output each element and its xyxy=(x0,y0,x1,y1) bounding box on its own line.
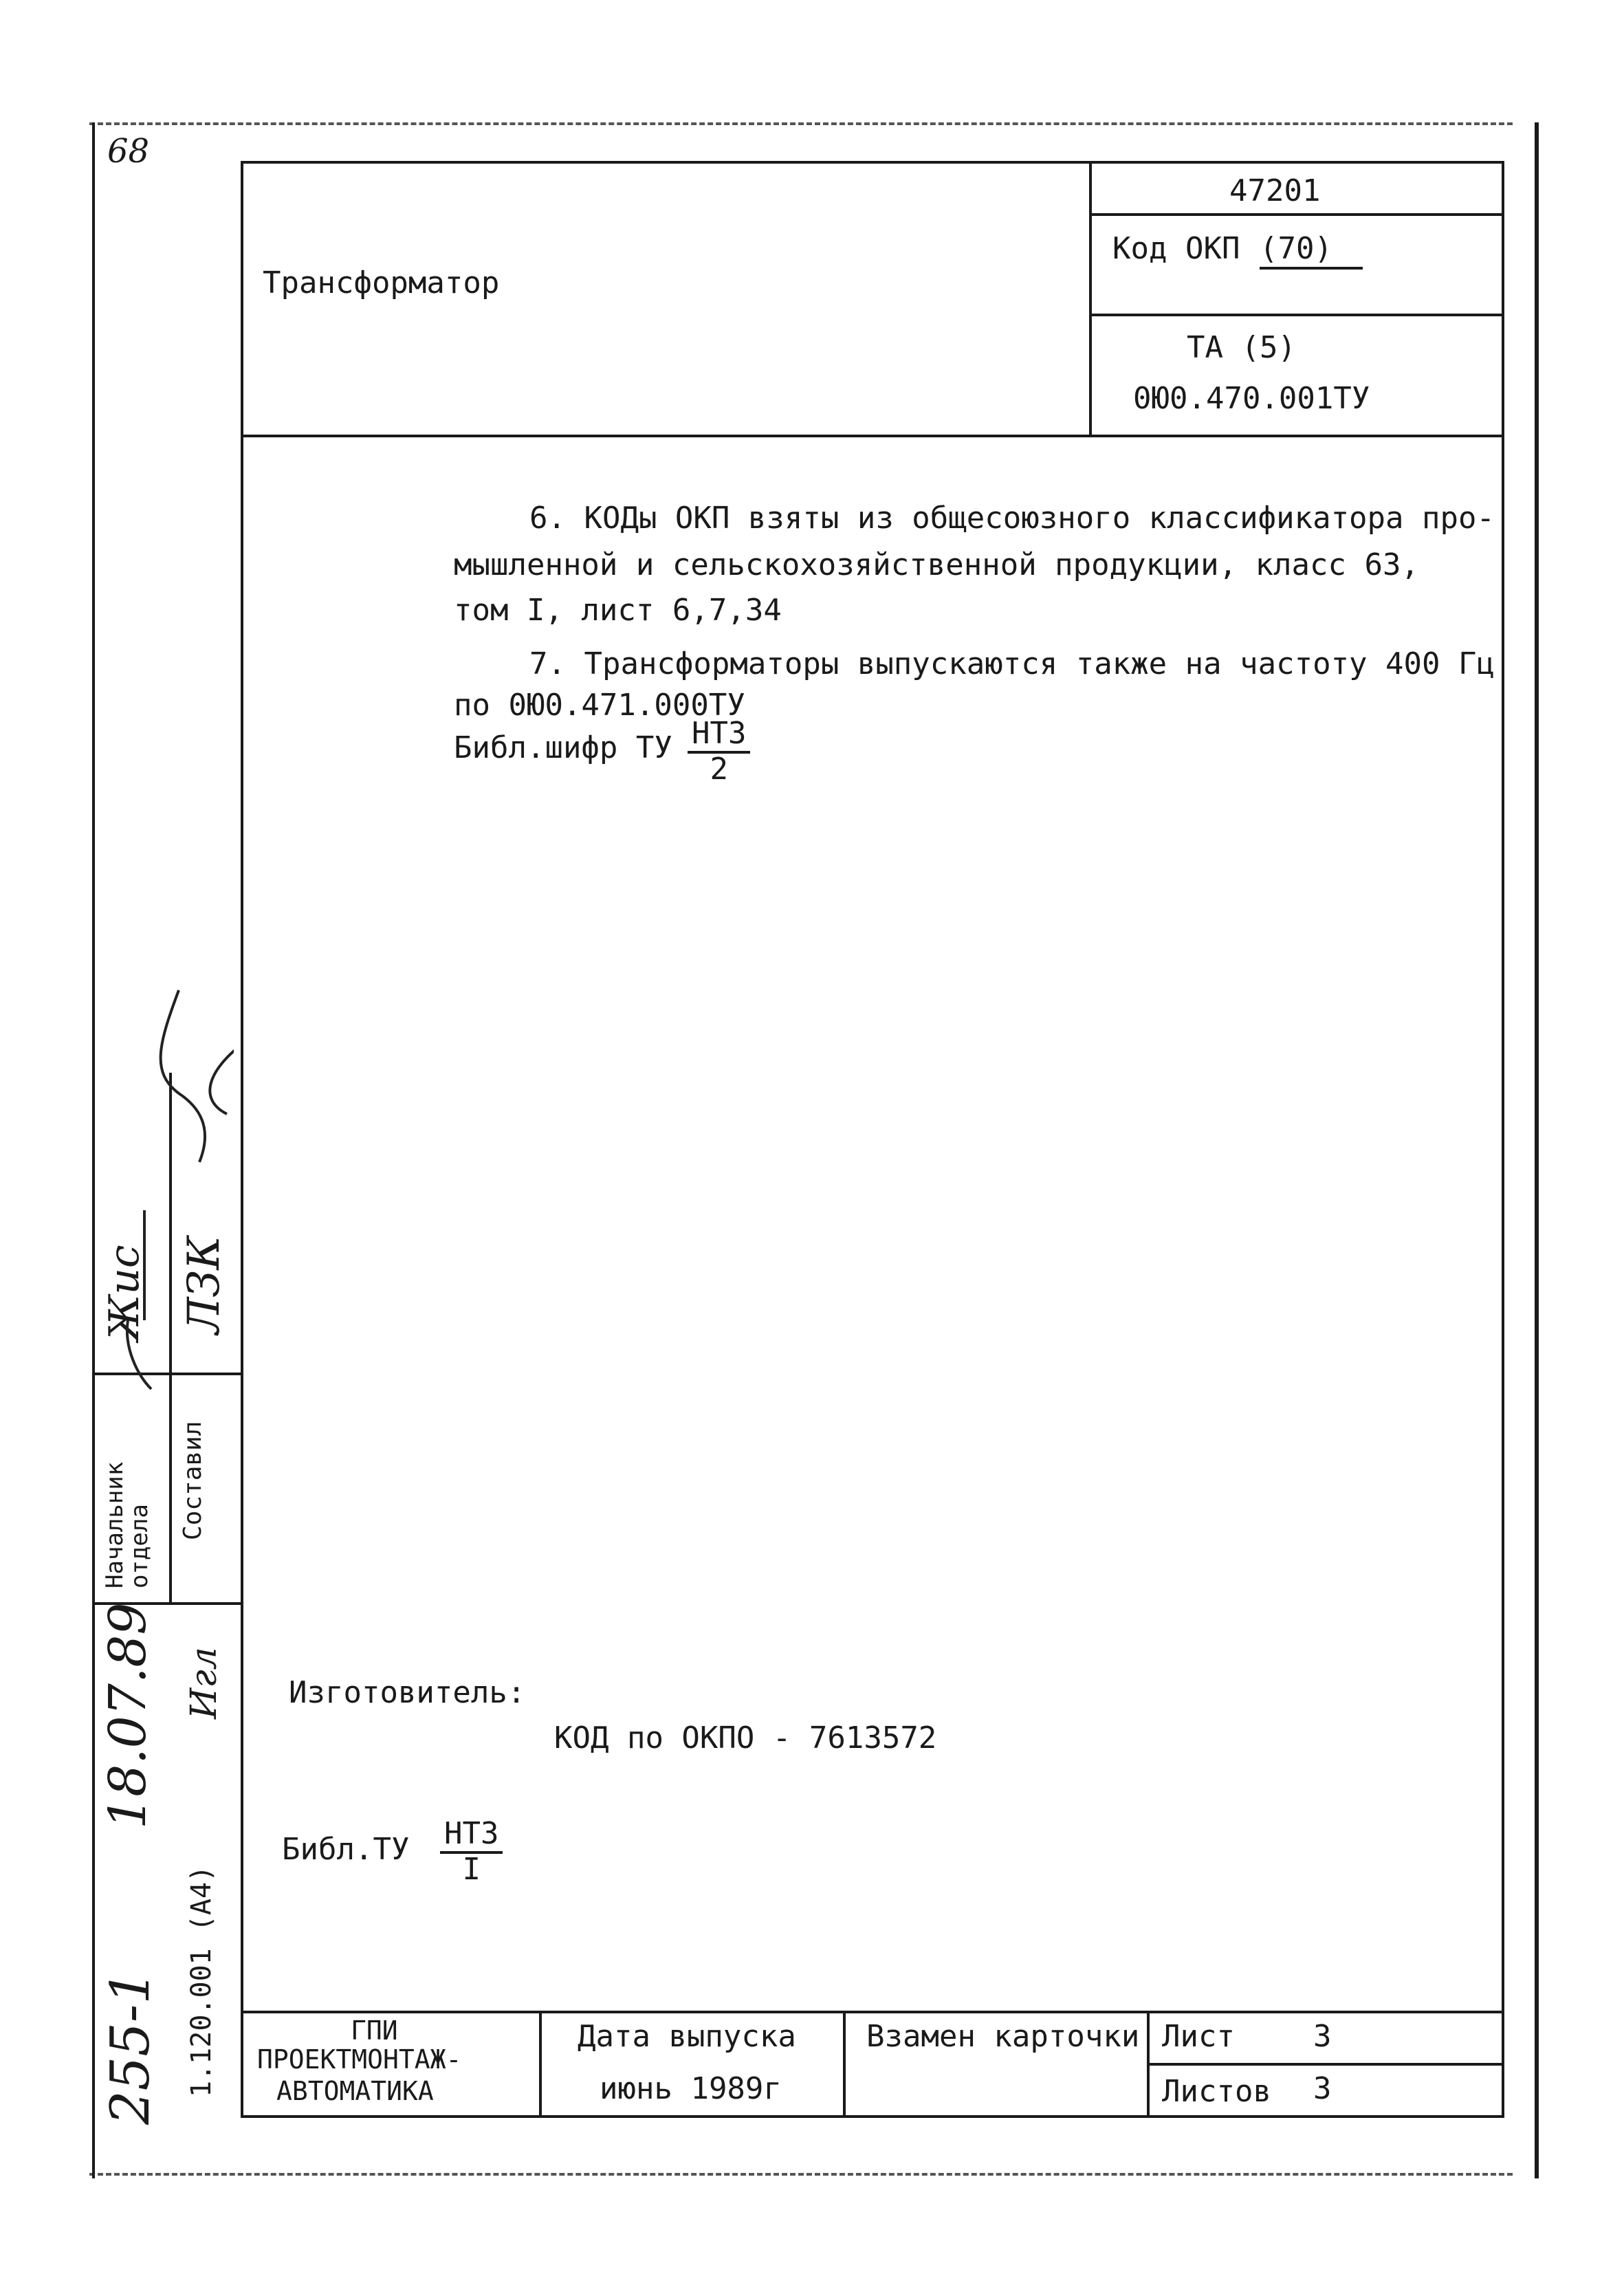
lib-tu-denominator: I xyxy=(462,1852,481,1888)
org-line-1: ГПИ xyxy=(351,2015,398,2046)
sheets-value: 3 xyxy=(1313,2071,1332,2106)
header-okp-row-line xyxy=(1089,314,1504,316)
footer-top-border xyxy=(241,2011,1504,2013)
okpo-code: КОД по ОКПО - 7613572 xyxy=(554,1720,937,1756)
compiled-by-label: Составил xyxy=(179,1421,207,1540)
card-top-border xyxy=(241,161,1504,164)
okp-label: Код ОКП xyxy=(1112,231,1240,266)
page-number: 68 xyxy=(107,132,150,171)
initials-bottom: Игл xyxy=(184,1647,225,1719)
top-dashed-border xyxy=(89,122,1513,125)
signature-head: Жис xyxy=(100,1245,149,1341)
card-bottom-border xyxy=(241,2115,1504,2118)
okp-value: (70) xyxy=(1260,234,1363,270)
spec-number: 0Ю0.470.001ТУ xyxy=(1133,381,1370,416)
sheets-label: Листов xyxy=(1162,2074,1271,2109)
ta-label: ТА (5) xyxy=(1187,330,1296,365)
org-line-3: АВТОМАТИКА xyxy=(276,2076,434,2106)
paragraph-6-line-1: 6. КОДы ОКП взяты из общесоюзного классификатора про- xyxy=(529,501,1495,536)
manufacturer-label: Изготовитель: xyxy=(289,1675,526,1710)
replace-card-label: Взамен карточки xyxy=(866,2019,1140,2054)
release-date: июнь 1989г xyxy=(600,2071,782,2106)
card-right-border xyxy=(1502,161,1504,2118)
footer-divider-1 xyxy=(539,2011,542,2118)
head-of-department-label: Начальник отдела xyxy=(101,1461,153,1588)
product-name: Трансформатор xyxy=(263,265,500,300)
paragraph-7-line-1: 7. Трансформаторы выпускаются также на частоту 400 Гц xyxy=(529,646,1495,681)
header-bottom-border xyxy=(241,435,1504,437)
sheet-label: Лист xyxy=(1162,2019,1235,2054)
lib-tu-fraction xyxy=(440,1816,503,1888)
release-label: Дата выпуска xyxy=(578,2019,796,2054)
signature-scribble xyxy=(96,963,234,1719)
code-number: 47201 xyxy=(1229,173,1321,208)
lib-tu-numerator: НТЗ xyxy=(440,1818,503,1854)
form-code: 1.120.001 (А4) xyxy=(186,1865,217,2097)
header-divider xyxy=(1089,161,1092,437)
lib-cipher-denominator: 2 xyxy=(710,752,728,787)
paragraph-7-line-2: по 0Ю0.471.000ТУ xyxy=(454,688,745,723)
paragraph-6-line-2: мышленной и сельскохозяйственной продукции, класс 63, xyxy=(454,547,1419,582)
inventory-number: 255-1 xyxy=(100,1970,162,2125)
lib-cipher-label: Библ.шифр ТУ xyxy=(454,730,672,765)
handwritten-date: 18.07.89 xyxy=(98,1602,157,1829)
paragraph-6-line-3: том I, лист 6,7,34 xyxy=(454,593,782,628)
footer-divider-2 xyxy=(843,2011,846,2118)
right-outer-border xyxy=(1535,122,1539,2178)
org-line-2: ПРОЕКТМОНТАЖ- xyxy=(257,2044,462,2075)
lib-cipher-numerator: НТЗ xyxy=(688,718,750,754)
sheet-value: 3 xyxy=(1313,2019,1332,2054)
header-code-row-line xyxy=(1089,213,1504,216)
card-left-border xyxy=(241,161,243,2118)
lib-tu-label: Библ.ТУ xyxy=(282,1832,410,1867)
footer-sheet-row-line xyxy=(1147,2063,1504,2066)
bottom-dashed-border xyxy=(89,2173,1513,2176)
lib-cipher-fraction xyxy=(688,718,750,785)
signature-author: ЛЗК xyxy=(179,1236,230,1334)
left-outer-border xyxy=(92,122,95,2178)
